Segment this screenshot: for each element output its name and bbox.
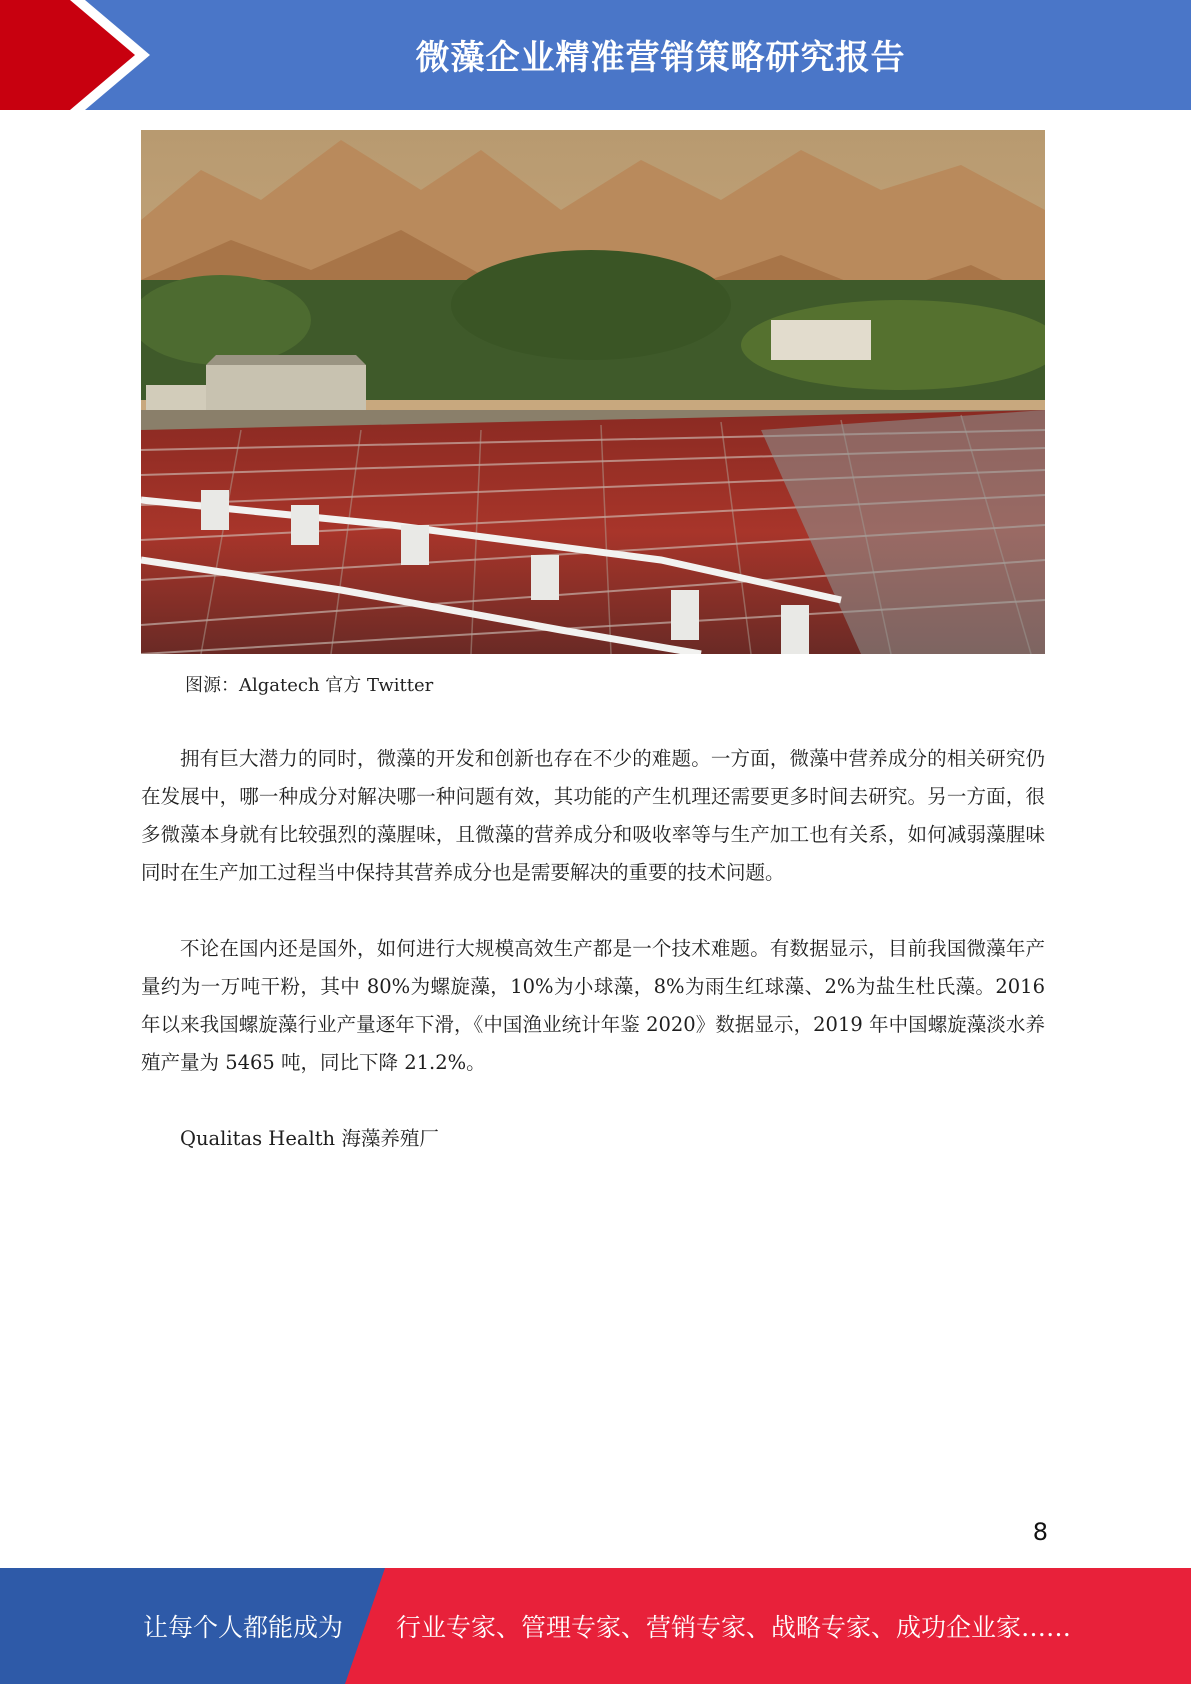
header-arrow-icon (0, 0, 160, 110)
report-title: 微藻企业精准营销策略研究报告 (415, 38, 906, 78)
body-paragraph-3: Qualitas Health 海藻养殖厂 (180, 1127, 439, 1150)
page-footer (0, 1568, 1191, 1684)
algae-farm-photo (141, 130, 1045, 654)
photo-caption: 图源：Algatech 官方 Twitter (185, 675, 434, 696)
footer-slogan-right: 行业专家、管理专家、营销专家、战略专家、成功企业家…… (396, 1613, 1072, 1642)
footer-slogan-left: 让每个人都能成为 (143, 1613, 344, 1642)
page-header (0, 0, 1191, 110)
body-paragraph-1: 拥有巨大潜力的同时，微藻的开发和创新也存在不少的难题。一方面，微藻中营养成分的相关研究仍在发展中，哪一种成分对解决哪一种问题有效，其功能的产生机理还需要更多时间去研究。另一方面，很多微藻本身就有比较强烈的藻腥味，且微藻的营养成分和吸收率等与生产加工也有关系，如何减弱藻腥味同时在生产加工过程当中保持其营养成分也是需要解决的重要的技术问题。 (141, 747, 1045, 884)
page-number: 8 (1032, 1518, 1048, 1546)
body-paragraph-2: 不论在国内还是国外，如何进行大规模高效生产都是一个技术难题。有数据显示，目前我国微藻年产量约为一万吨干粉，其中 80%为螺旋藻，10%为小球藻，8%为雨生红球藻、2%为盐生杜氏藻。2016 年以来我国螺旋藻行业产量逐年下滑，《中国渔业统计年鉴 2020》数据显示，2019 年中国螺旋藻淡水养殖产量为 5465 吨，同比下降 21.2%。 (141, 937, 1045, 1074)
